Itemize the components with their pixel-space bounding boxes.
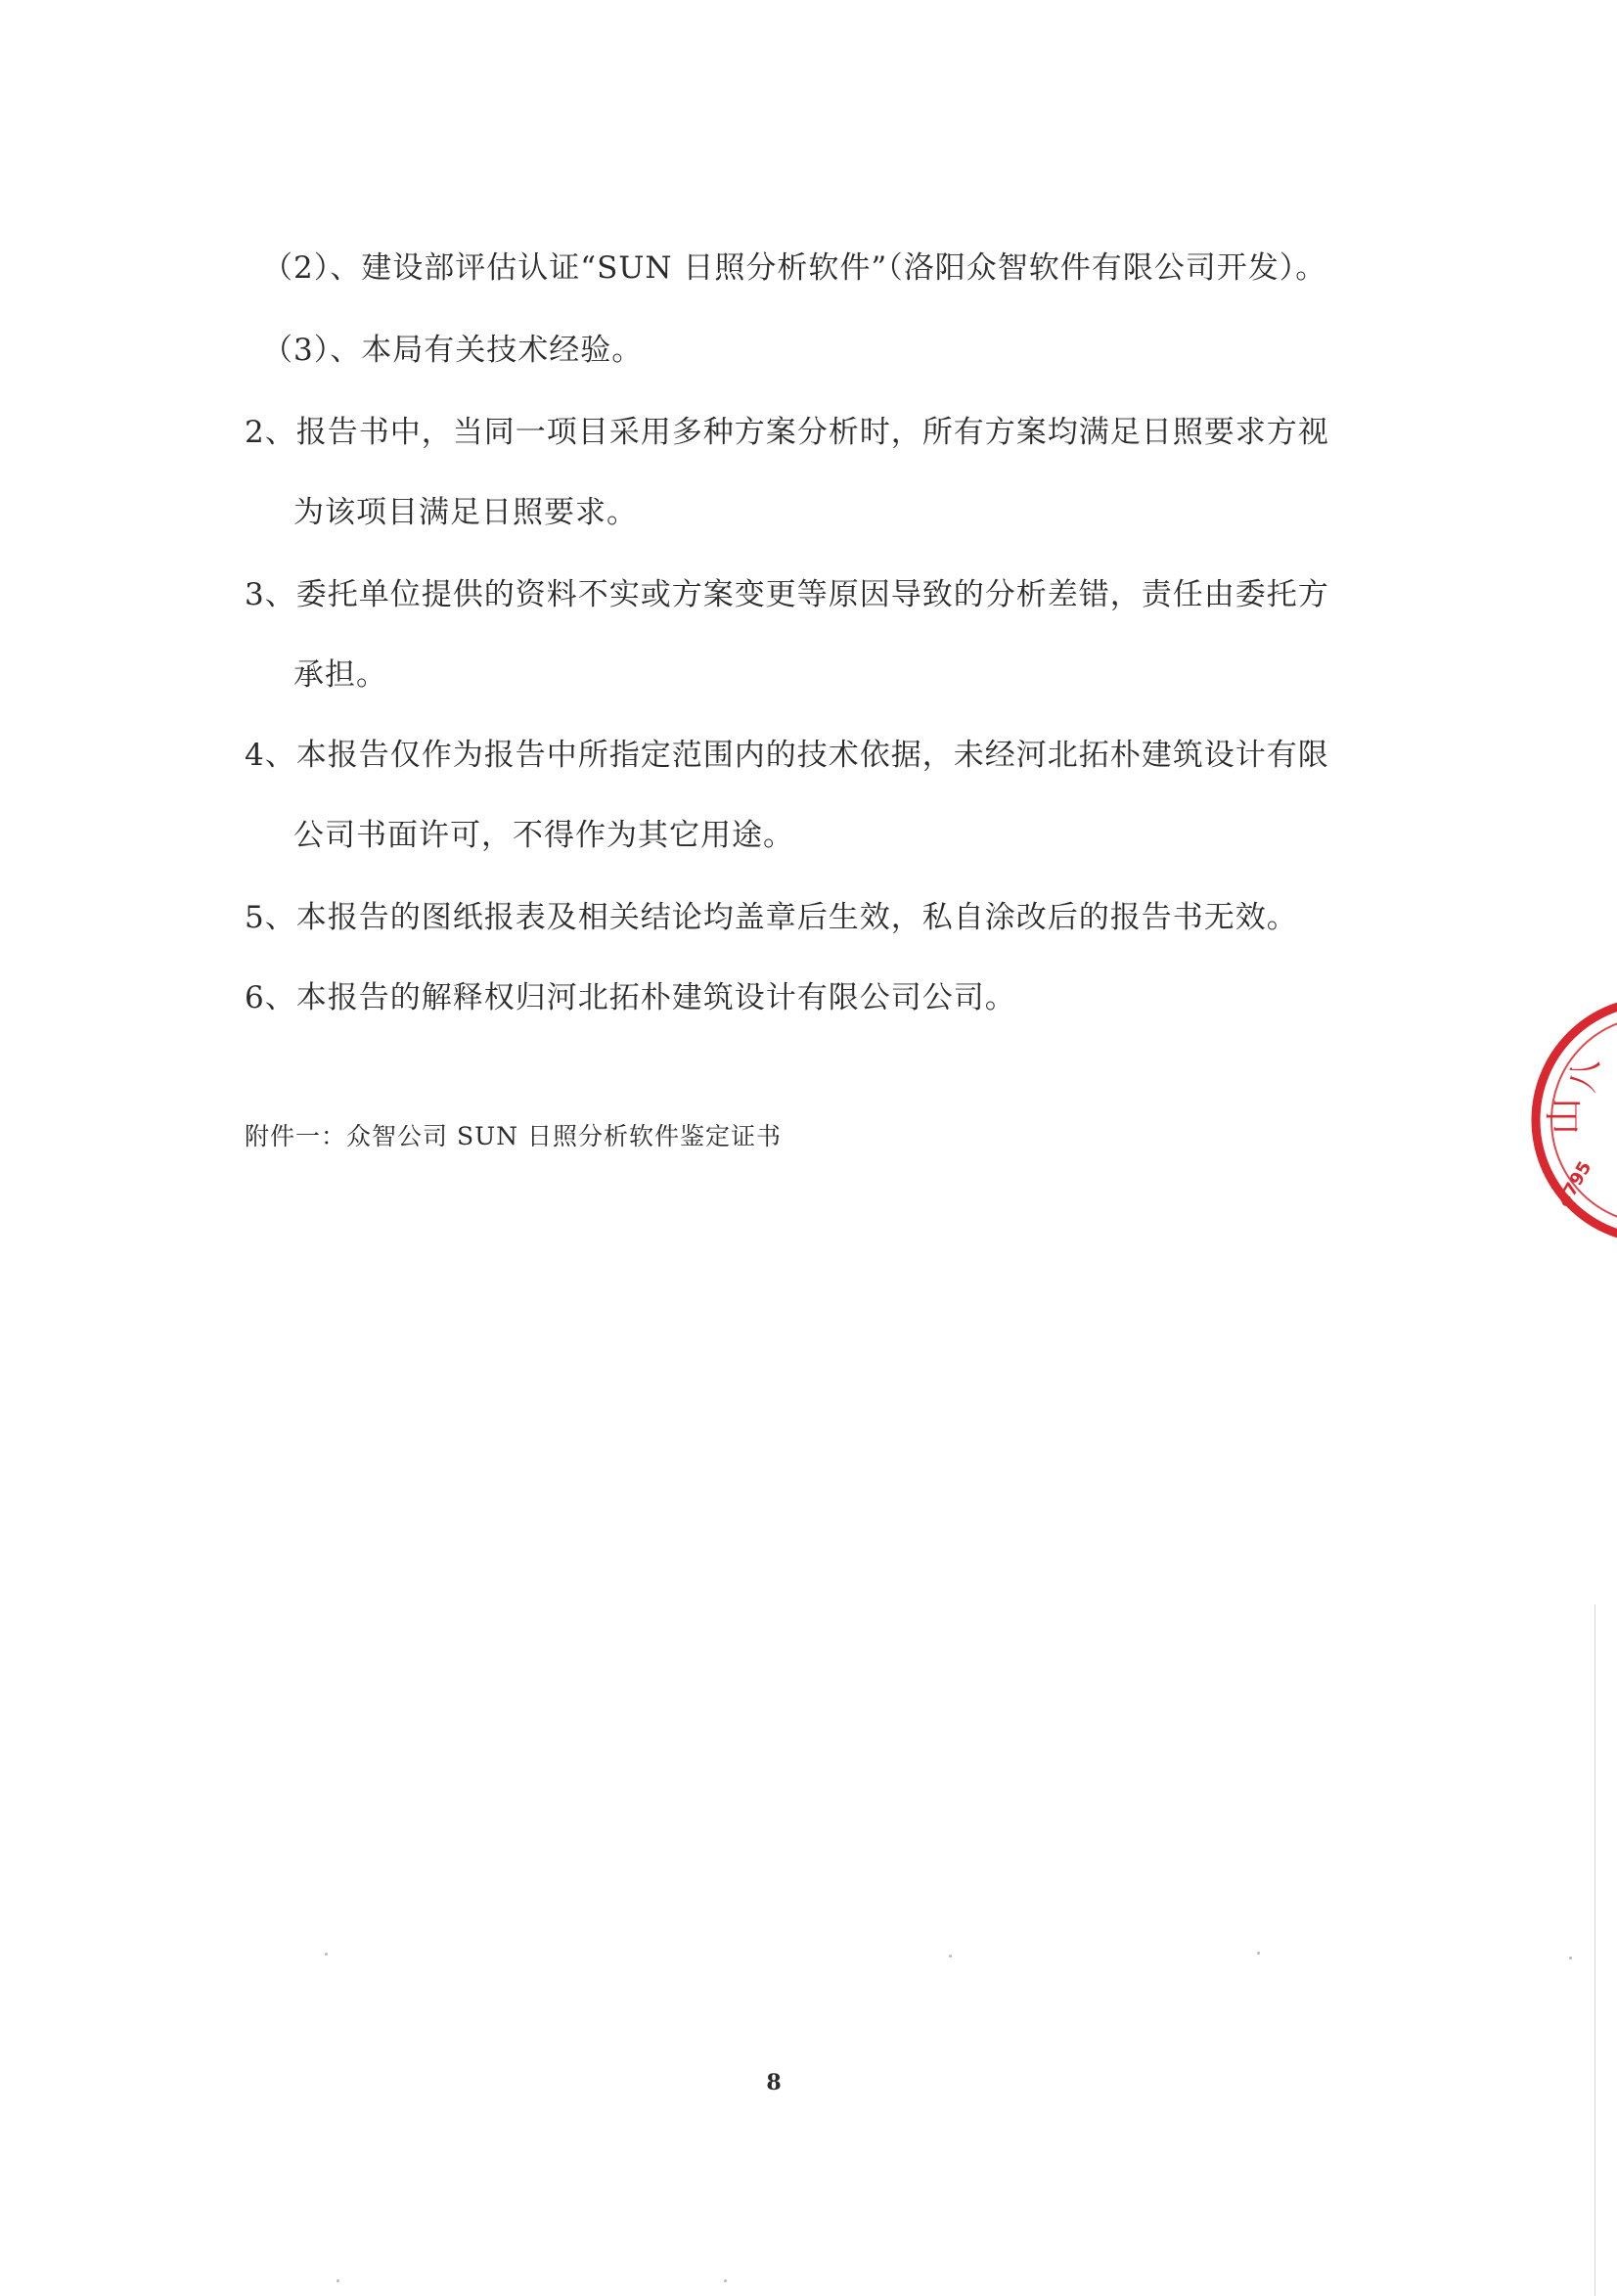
page-number: 8: [766, 2070, 782, 2095]
scan-speck: [724, 2279, 727, 2282]
attachment-note: 附件一：众智公司 SUN 日照分析软件鉴定证书: [245, 1122, 782, 1150]
clause-3-line-1: 3、委托单位提供的资料不实或方案变更等原因导致的分析差错，责任由委托方: [245, 577, 1329, 612]
scan-speck: [949, 1955, 952, 1958]
scan-speck: [1257, 1952, 1260, 1955]
svg-text:4795: 4795: [1553, 1157, 1596, 1211]
red-seal-stamp: [1516, 988, 1617, 1252]
clause-2-line-2: 为该项目满足日照要求。: [293, 495, 638, 530]
clause-4-line-2: 公司书面许可，不得作为其它用途。: [293, 818, 794, 853]
condition-3-line: （3）、本局有关技术经验。: [262, 333, 644, 368]
clause-4-line-1: 4、本报告仅作为报告中所指定范围内的技术依据，未经河北拓朴建筑设计有限: [245, 738, 1329, 773]
clause-3-line-2: 承担。: [293, 657, 387, 693]
clause-2-line-1: 2、报告书中，当同一项目采用多种方案分析时，所有方案均满足日照要求方视: [245, 415, 1329, 450]
scan-speck: [337, 2279, 339, 2282]
svg-text:八: 八: [1562, 1056, 1607, 1096]
svg-text:山: 山: [1543, 1097, 1586, 1135]
scan-speck: [325, 1953, 328, 1956]
clause-6-line: 6、本报告的解释权归河北拓朴建筑设计有限公司公司。: [245, 980, 1016, 1015]
clause-5-line: 5、本报告的图纸报表及相关结论均盖章后生效，私自涂改后的报告书无效。: [245, 900, 1298, 935]
condition-2-line: （2）、建设部评估认证“SUN 日照分析软件”（洛阳众智软件有限公司开发）。: [262, 250, 1327, 286]
scan-speck: [1569, 1957, 1572, 1959]
